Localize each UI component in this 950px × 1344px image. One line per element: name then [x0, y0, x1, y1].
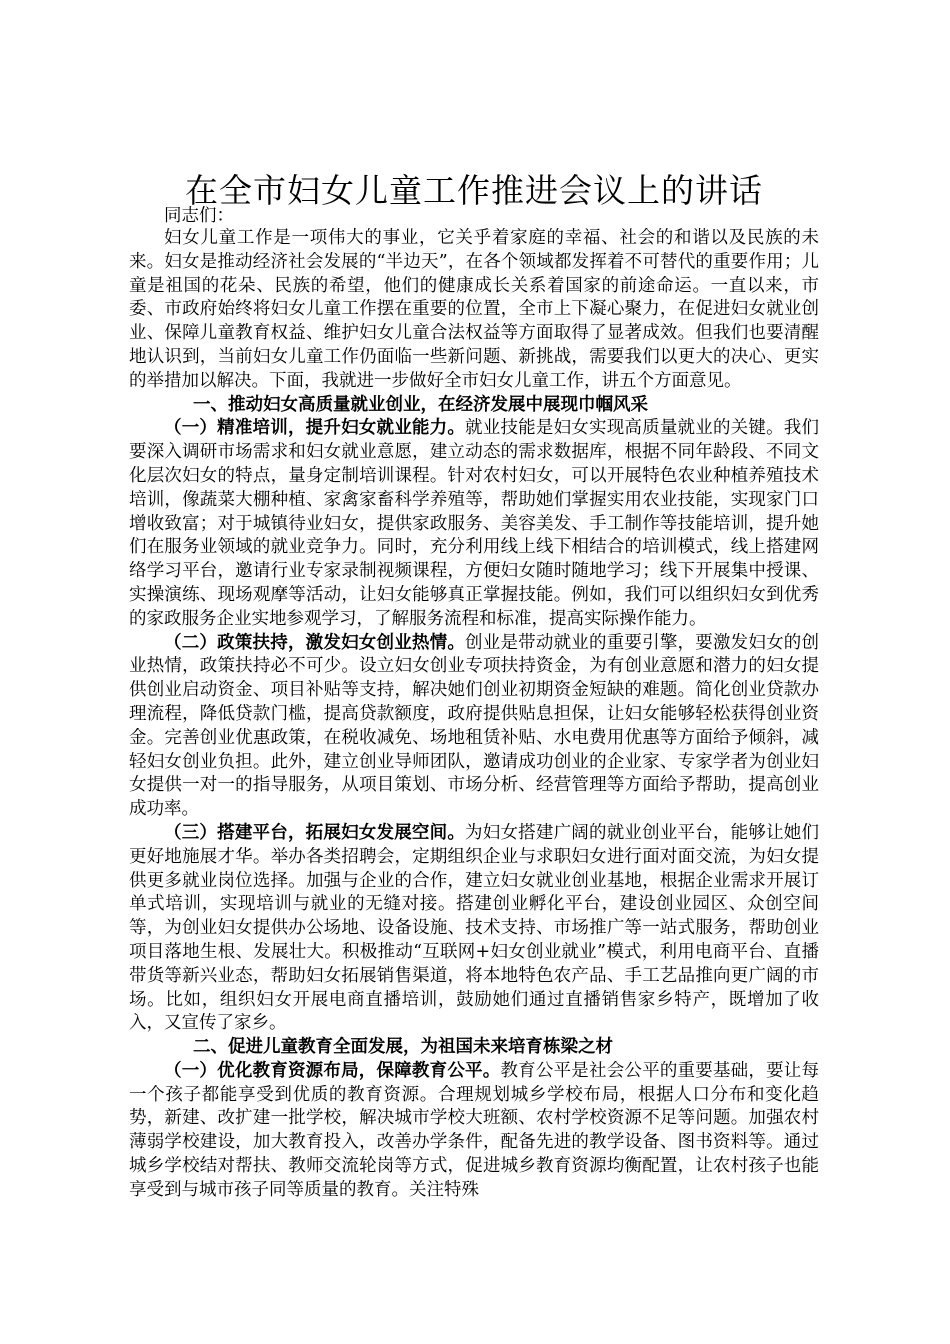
section-2-paragraph-1: [129, 1060, 819, 1203]
section-1-paragraph-3: [129, 822, 819, 1036]
section-1-paragraph-3-body: 为妇女搭建广阔的就业创业平台，能够让她们更好地施展才华。举办各类招聘会，定期组织企业与求职妇女进行面对面交流，为妇女提供更多就业岗位选择。加强与企业的合作，建立妇女就业创业基地，根据企业需求开展订单式培训，实现培训与就业的无缝对接。搭建创业孵化平台，建设创业园区、众创空间等，为创业妇女提供办公场地、设备设施、技术支持、市场推广等一站式服务，帮助创业项目落地生根、发展壮大。积极推动“互联网+妇女创业就业”模式，利用电商平台、直播带货等新兴业态，帮助妇女拓展销售渠道，将本地特色农产品、手工艺品推向更广阔的市场。比如，组织妇女开展电商直播培训，鼓励她们通过直播销售家乡特产，既增加了收入，又宣传了家乡。: [129, 822, 820, 1034]
section-1-paragraph-1: [129, 417, 819, 631]
section-1-paragraph-1-lead: （一）精准培训，提升妇女就业能力。: [164, 418, 466, 439]
section-1-paragraph-1-body: 就业技能是妇女实现高质量就业的关键。我们要深入调研市场需求和妇女就业意愿，建立动态的需求数据库，根据不同年龄段、不同文化层次妇女的特点，量身定制培训课程。针对农村妇女，可以开展特色农业种植养殖技术培训，像蔬菜大棚种植、家禽家畜科学养殖等，帮助她们掌握实用农业技能，实现家门口增收致富；对于城镇待业妇女，提供家政服务、美容美发、手工制作等技能培训，提升她们在服务业领域的就业竞争力。同时，充分利用线上线下相结合的培训模式，线上搭建网络学习平台，邀请行业专家录制视频课程，方便妇女随时随地学习；线下开展集中授课、实操演练、现场观摩等活动，让妇女能够真正掌握技能。例如，我们可以组织妇女到优秀的家政服务企业实地参观学习，了解服务流程和标准，提高实际操作能力。: [129, 418, 820, 629]
section-2-paragraph-1-body: 教育公平是社会公平的重要基础，要让每一个孩子都能享受到优质的教育资源。合理规划城乡学校布局，根据人口分布和变化趋势，新建、改扩建一批学校，解决城市学校大班额、农村学校资源不足等问题。加强农村薄弱学校建设，加大教育投入，改善办学条件，配备先进的教学设备、图书资料等。通过城乡学校结对帮扶、教师交流轮岗等方式，促进城乡教育资源均衡配置，让农村孩子也能享受到与城市孩子同等质量的教育。关注特殊: [129, 1060, 820, 1200]
section-1-paragraph-2-body: 创业是带动就业的重要引擎，要激发妇女的创业热情，政策扶持必不可少。设立妇女创业专项扶持资金，为有创业意愿和潜力的妇女提供创业启动资金、项目补贴等支持，解决她们创业初期资金短缺的难题。简化创业贷款办理流程，降低贷款门槛，提高贷款额度，政府提供贴息担保，让妇女能够轻松获得创业资金。完善创业优惠政策，在税收减免、场地租赁补贴、水电费用优惠等方面给予倾斜，减轻妇女创业负担。此外，建立创业导师团队，邀请成功创业的企业家、专家学者为创业妇女提供一对一的指导服务，从项目策划、市场分析、经营管理等方面给予帮助，提高创业成功率。: [129, 632, 820, 820]
document-title: 在全市妇女儿童工作推进会议上的讲话: [185, 171, 763, 210]
section-2-heading: 二、促进儿童教育全面发展，为祖国未来培育栋梁之材: [193, 1037, 613, 1058]
section-1-paragraph-2-lead: （二）政策扶持，激发妇女创业热情。: [164, 632, 466, 653]
salutation: 同志们：: [164, 206, 234, 226]
section-2-paragraph-1-lead: （一）优化教育资源布局，保障教育公平。: [164, 1060, 501, 1081]
section-1-paragraph-2: [129, 632, 819, 822]
document-page: [129, 170, 819, 1203]
intro-paragraph: 妇女儿童工作是一项伟大的事业，它关乎着家庭的幸福、社会的和谐以及民族的未来。妇女是推动经济社会发展的“半边天”，在各个领域都发挥着不可替代的重要作用；儿童是祖国的花朵、民族的希望，他们的健康成长关系着国家的前途命运。一直以来，市委、市政府始终将妇女儿童工作摆在重要的位置，全市上下凝心聚力，在促进妇女就业创业、保障儿童教育权益、维护妇女儿童合法权益等方面取得了显著成效。但我们也要清醒地认识到，当前妇女儿童工作仍面临一些新问题、新挑战，需要我们以更大的决心、更实的举措加以解决。下面，我就进一步做好全市妇女儿童工作，讲五个方面意见。: [129, 228, 819, 391]
section-1-heading: 一、推动妇女高质量就业创业，在经济发展中展现巾帼风采: [193, 394, 648, 415]
section-1-paragraph-3-lead: （三）搭建平台，拓展妇女发展空间。: [164, 822, 466, 843]
